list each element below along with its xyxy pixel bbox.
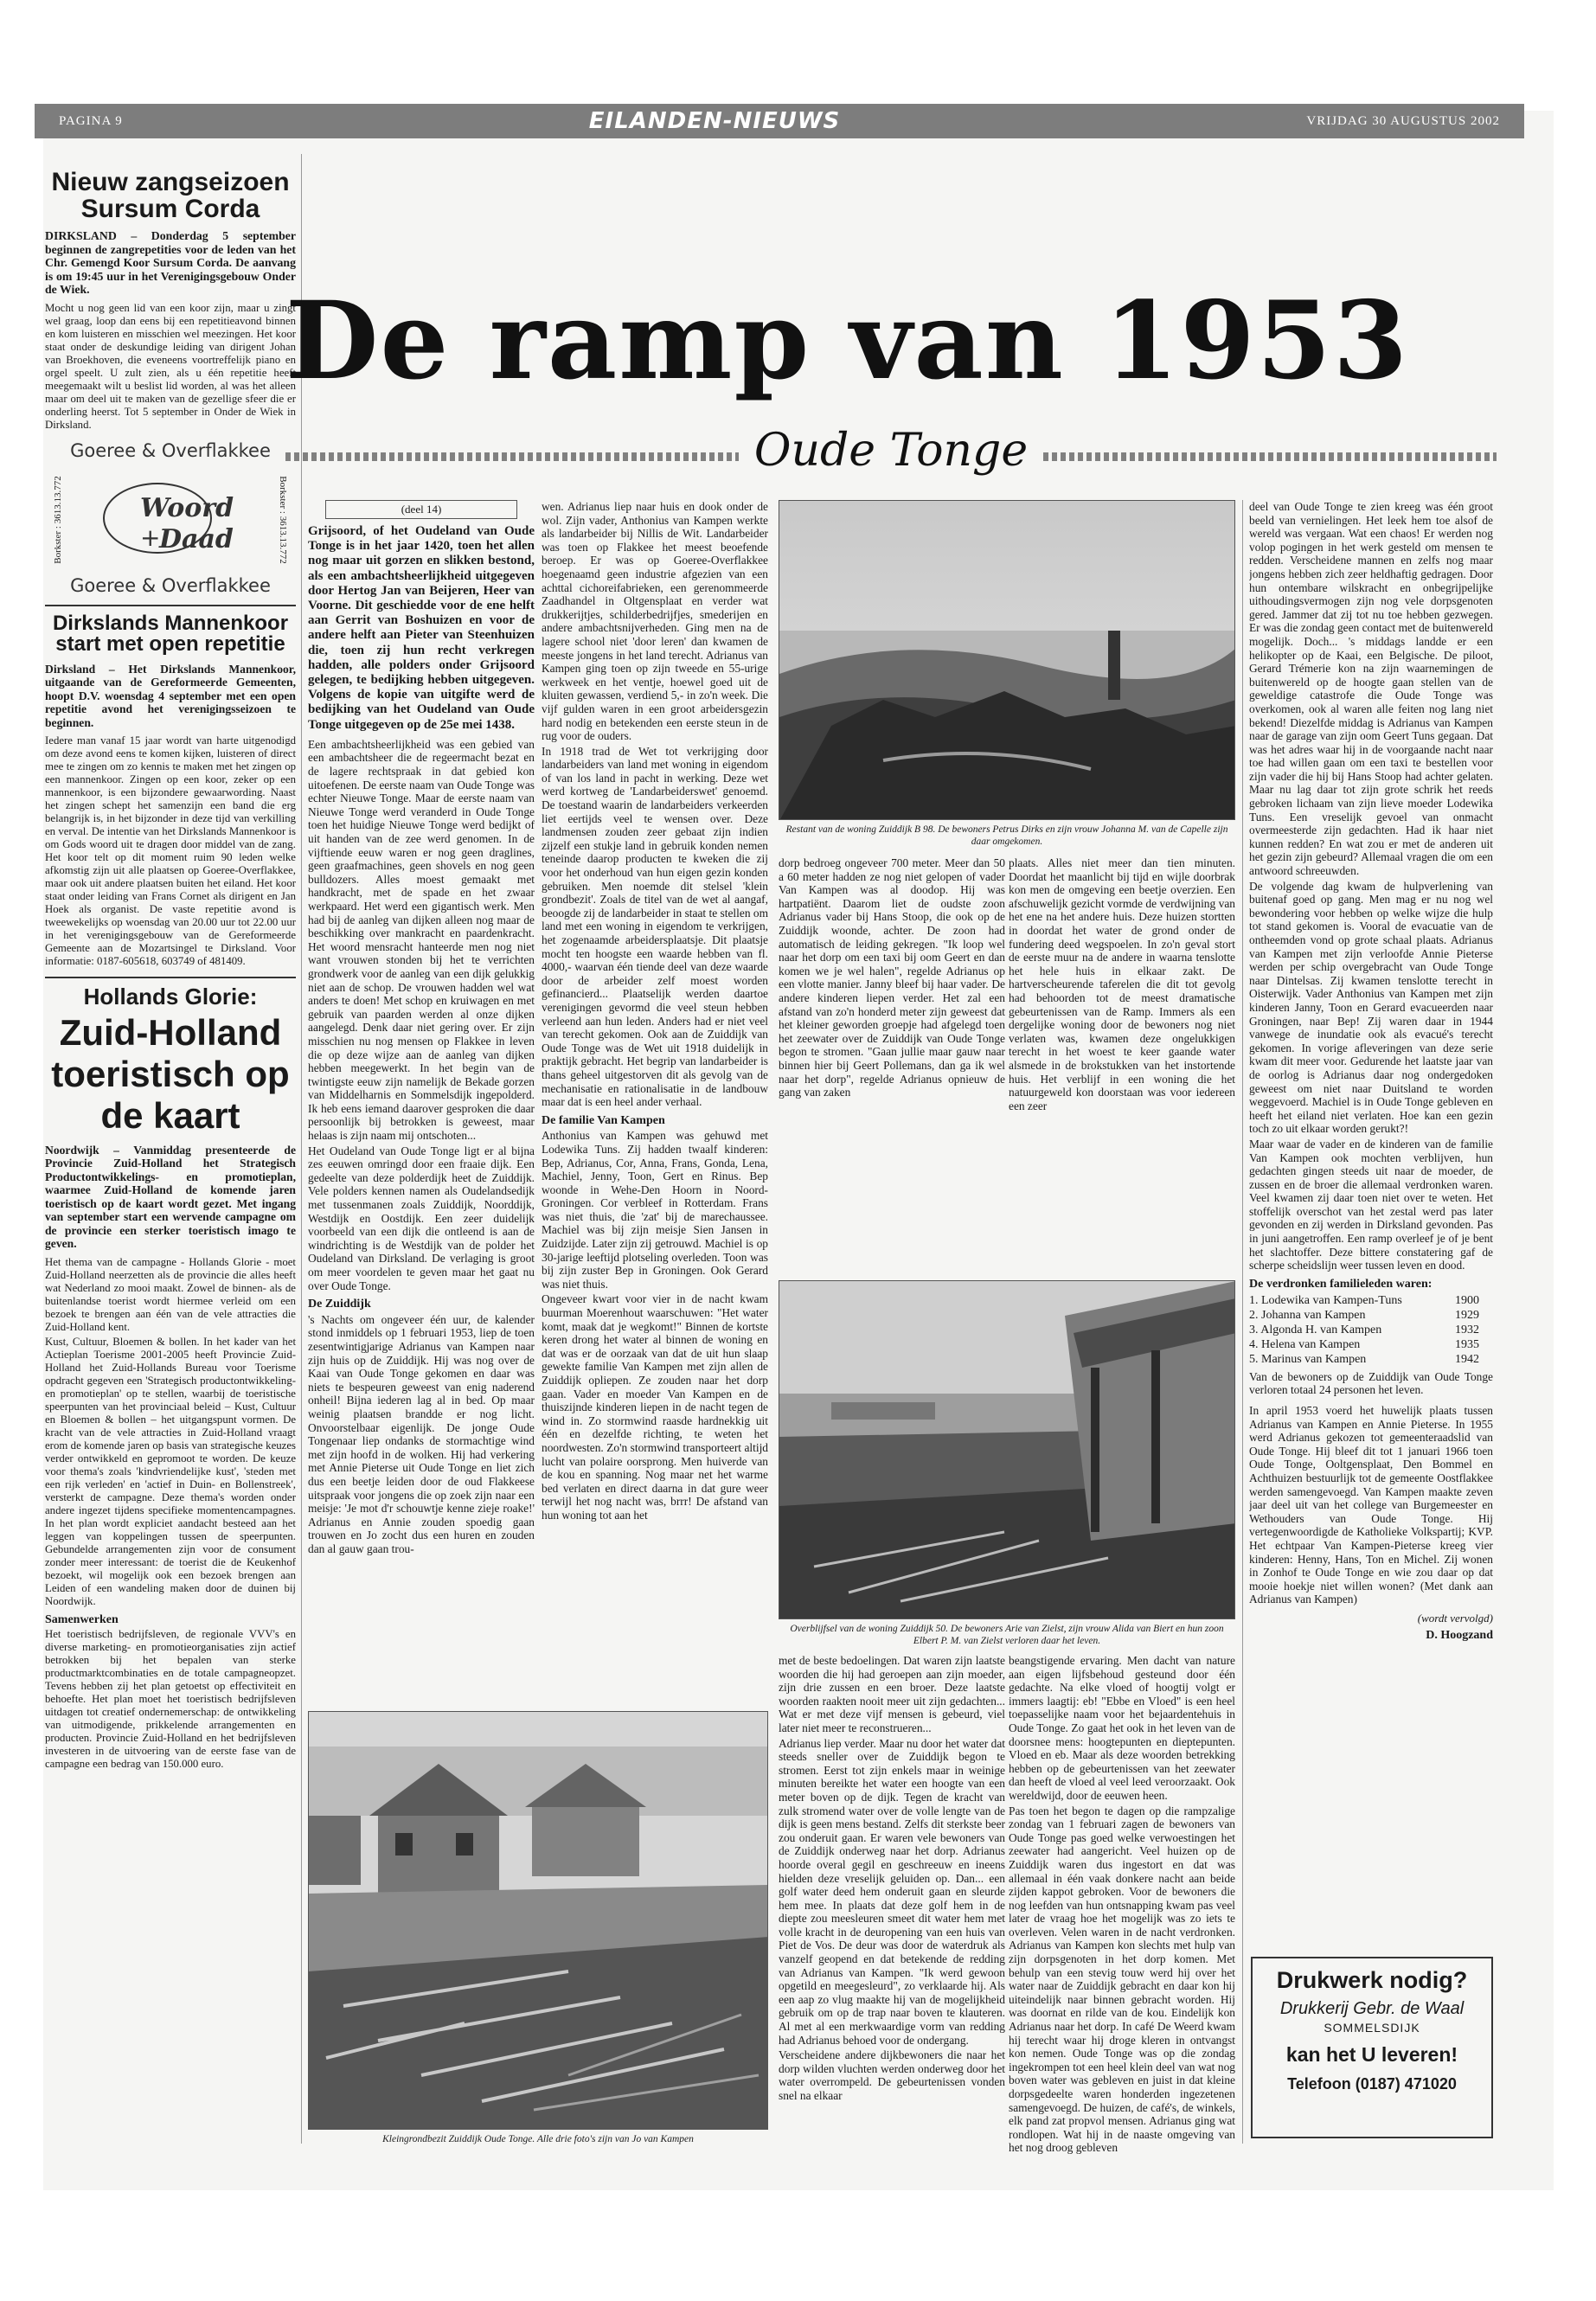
- feature-body: [308, 738, 535, 1556]
- article-lead: Dirksland – Het Dirkslands Mannenkoor, uitgaande van de Gereformeerde Gemeenten, hoopt D.V. woensdag 4 september met een open repetitie avond het verenigingsseizoen te beginnen.: [45, 662, 296, 729]
- feature-title: De ramp van 1953: [285, 279, 1410, 404]
- list-item: 5. Marinus van Kampen 1942: [1249, 1352, 1479, 1366]
- ad-phone: Telefoon (0187) 471020: [1287, 2075, 1457, 2093]
- list-item: 2. Johanna van Kampen 1929: [1249, 1308, 1479, 1322]
- article-kicker: Hollands Glorie:: [83, 984, 258, 1010]
- woord-daad-side-right: Borkster : 3613.13.772: [278, 475, 288, 564]
- column-rule: [1242, 500, 1243, 2144]
- part-number: (deel 14): [325, 500, 517, 519]
- subheading: De Zuiddijk: [308, 1298, 371, 1311]
- article-headline: Nieuw zangseizoen Sursum Corda: [51, 168, 290, 223]
- author: D. Hoogzand: [1426, 1628, 1493, 1642]
- paragraph: Van de bewoners op de Zuiddijk van Oude Tonge verloren totaal 24 personen het leven.: [1249, 1369, 1493, 1397]
- paragraph: Het Oudeland van Oude Tonge ligt er al bijna zes eeuwen omringd door een fraaie dijk. Een gedeelte van deze polderdijk heet de Zuiddijk. Vele polders kennen namen als Oudelandsedijk met tussenmanen zoals Zuiddijk, Noorddijk, Westdijk en Oostdijk. Een zeer duidelijk voorbeeld van een dijk die ontleend is aan de windrichting is de Westdijk van de polder het Oudeland van Dirksland. De verlaging is groot om meer voordelen te geven maar het gaat nu over Oude Tonge.: [308, 1144, 535, 1292]
- feature-body: [1009, 856, 1235, 1112]
- paragraph: plaats. Alles niet meer dan tien minuten. Doordat het maanlicht bij tijd en wijle doorbrak kon men de omgeving een beetje overzien. Een afschuwelijk gezicht vormde de verdwijning van het ene na het andere huis. Deze huizen stortten in doordat het water de grond onder de fundering deed wegspoelen. In zo'n geval stort de eerste muur na de andere in waarna tenslotte het hele huis in elkaar zakt. De hartverscheurende taferelen die dit tot gevolg had behoorden tot de meest dramatische gebeurtenissen van de Ramp. Immers als een dergelijke woning door de bewoners nog niet verlaten was, kwamen deze ongelukkigen terecht in het woest te keer gaande water alsmede in de brokstukken van het instortende huis. Het verblijf in een woning die het natuurgeweld kon doorstaan was voor iedereen een zeer: [1009, 856, 1235, 1112]
- feature-column-4-lower: [1009, 1654, 1235, 2156]
- feature-subtitle-row: [285, 424, 1497, 478]
- paragraph: Maar waar de vader en de kinderen van de familie Van Kampen ook mochten verblijven, hun gedachten gingen steeds uit naar de moeder, de zussen en de broer die allemaal verdronken waren. Veel kwamen zij daar toen niet over te weten. Het stoffelijk overschot van het zestal werd pas later gevonden en zij werden in Dirksland gevonden. Pas in juni aangetroffen. Een ramp overleef je of je bent het slachtoffer. Deze bittere constatering gaf de scherpe scheidslijn weer tussen leven en dood.: [1249, 1137, 1493, 1272]
- wave-ornament: [1043, 452, 1497, 461]
- paragraph: beangstigende ervaring. Men dacht van nature aan eigen lijfsbehoud gesteund door één gedachte. Na elke vloed of hoogtij volgt er immers laagtij: eb! "Ebbe en Vloed" is een heel toepasselijke naam voor het bejaardentehuis in Oude Tonge. Zo gaat het ook in het leven van de doorsnee mens: hoogtepunten en dieptepunten. Vloed en eb. Maar als deze woorden betrekking hebben op de gebeurtenissen van het zeewater dan heeft de vloed al veel leed veroorzaakt. Ook wereldwijd, door de eeuwen heen.: [1009, 1654, 1235, 1802]
- woord-daad-side-left: Borkster : 3613.13.772: [53, 475, 63, 564]
- feature-column-4: [1009, 856, 1235, 1272]
- feature-column-5: [1249, 500, 1493, 1945]
- masthead: EILANDEN-NIEUWS: [588, 108, 841, 134]
- feature-column-3: [779, 856, 1005, 1272]
- article-lead: Noordwijk – Vanmiddag presenteerde de Provincie Zuid-Holland het Strategisch Productontwikkelings- en promotieplan, waarmee Zuid-Holland de komende jaren toeristisch op de kaart wordt gezet. Met ingang van september start een wervende campagne om de provincie een sterker toeristisch imago te geven.: [45, 1143, 296, 1251]
- feature-lead: Grijsoord, of het Oudeland van Oude Tonge is in het jaar 1420, toen het allen nog maar uit gorzen en slikken bestond, als een ambachtsheerlijkheid uitgegeven door Hertog Jan van Beijeren, Heer van Voorne. Dit geschiedde voor de ene helft aan Gerrit van Boshuizen en voor de andere helft aan Pieter van Steenhuizen die, toen zij hun recht verkregen hadden, alle polders onder Grijsoord gelegen, te bedijking hebben uitgegeven. Volgens de kopie van uitgifte werd de bedijking van het Oudeland van Oude Tonge uitgegeven op de 25e mei 1438.: [308, 524, 535, 732]
- paragraph: Adrianus liep verder. Maar nu door het water dat steeds sneller over de Zuiddijk begon te stromen. Eerst tot zijn enkels maar in weinige minuten bereikte het water een hoogte van een meter boven op de dijk. Tegen de kracht van zulk stromend water over de volle lengte van de dijk is geen mens bestand. Zelfs dit sterkste beer zou onderuit gaan. Er waren vele bewoners van de Zuiddijk onderweg naar het dorp. Adrianus hoorde overal gegil en geschreeuw en ineens hielden deze vreselijk geluiden op. Dan... een golf water deed hem onderuit gaan en sleurde hem mee. In plaats dat deze golf hem in de diepte zou meesleuren smeet dit water hem met volle kracht in de deuropening van een huis van Piet de Vos. De deur was door de waterdruk als vanzelf geopend en dat betekende de redding van Adrianus van Kampen. "Ik werd gewoon opgetild en meegesleurd", zo verklaarde hij. Als een aap zo vlug maakte hij van de mogelijkheid gebruik om op de trap naar boven te klauteren. Al met al een merkwaardige vorm van redding had Adrianus behoed voor de ondergang.: [779, 1736, 1005, 2047]
- photo-caption: Restant van de woning Zuiddijk B 98. De bewoners Petrus Dirks en zijn vrouw Johanna M. van de Capelle zijn daar omgekomen.: [785, 824, 1228, 847]
- woord-daad-logo: [97, 477, 244, 560]
- paragraph: Het toeristisch bedrijfsleven, de regionale VVV's en diverse marketing- en promotieorganisaties zijn actief betrokken bij het bepalen van sterke productmarktcombinaties en de totale campagneopzet. Tevens hebben zij het plan getoetst op effectiviteit en behoefte. Het plan moet het toeristisch bedrijfsleven uitdagen tot creatief ondernemerschap: de ontwikkeling van uitmodigende, prikkelende arrangementen en producten. Provincie Zuid-Holland en het bedrijfsleven investeren in de uitvoering van de eerste fase van de campagne een bedrag van 150.000 euro.: [45, 1627, 296, 1770]
- feature-column-2: [542, 500, 768, 1702]
- article-body: [45, 1256, 296, 1771]
- woord-daad-ad: [45, 440, 296, 601]
- photo-dike-remains: [779, 500, 1235, 820]
- list-item: 3. Algonda H. van Kampen 1932: [1249, 1323, 1479, 1336]
- paragraph: Kust, Cultuur, Bloemen & bollen. In het kader van het Actieplan Toerisme 2001-2005 heeft Provincie Zuid-Holland het Zuid-Hollands Bureau voor Toerisme opdracht gegeven een 'Strategisch productontwikkeling- en promotieplan' op te stellen, waarbij de toeristische speerpunten van het provinciaal beleid – Kust, Cultuur en Bloemen & bollen – het uitgangspunt vormen. De kracht van de vele attracties in Zuid-Holland vraagt erom de komende jaren op basis van strategische keuzes verder ontwikkeld en gepromoot te worden. De keuze voor thema's zoals 'kindvriendelijke kust', 'steden met een rijk verleden' en 'actief in Duin- en Bollenstreek', versterkt de campagne. Deze thema's worden onder andere ingezet tijdens specifieke momentencampagnes. In het plan wordt expliciet aandacht besteed aan het leggen van koppelingen tussen de speerpunten. Gebundelde arrangementen zijn voor de consument zonder meer interessant: de toerist die de Keukenhof bezoekt, wil mogelijk ook een bezoek brengen aan Leiden of een wandeling maken door de duinen bij Noordwijk.: [45, 1335, 296, 1607]
- ad-headline: Drukwerk nodig?: [1276, 1967, 1468, 1993]
- ad-place: SOMMELSDIJK: [1324, 2021, 1420, 2035]
- paragraph: Pas toen het begon te dagen op die rampzalige zondag van 1 februari zagen de bewoners van Oude Tonge pas goed welke verwoestingen het zeewater had aangericht. Veel huizen op de Zuiddijk waren dus ingestort en dat was allemaal in één vaak donkere nacht aan beide zijden kappot gebroken. Voor de bewoners die nog leefden van hun ontsnapping kwam pas veel later de vraag hoe het mogelijk was zo iets te overleven. Velen waren in de nacht verdronken. Adrianus van Kampen kon slechts met hulp van zijn dorpsgenoten in het dorp komen. Met behulp van een stevig touw werd hij over het water naar de Zuiddijk gebracht en daar kon hij uiteindelijk naar binnen gebracht worden. Hij was doornat en rilde van de kou. Eindelijk kon Adrianus naar het dorp. In café De Weerd kwam hij terecht waar hij droge kleren in ontvangst kon nemen. Oude Tonge was op die zondag ingekrompen tot een heel klein deel van wat nog boven water was gebleven en juist in dat kleine dorpsgedeelte waren honderden ingezetenen samengevoegd. De huizen, de café's, de winkels, elk pand zat propvol mensen. Adrianus ging wat rondlopen. Wat hij in de naaste omgeving van het nog droog gebleven: [1009, 1804, 1235, 2155]
- woord-daad-top-line: Goeree & Overflakkee: [70, 439, 271, 461]
- svg-text:+: +: [140, 522, 161, 552]
- photo-wrecked-house: [779, 1280, 1235, 1619]
- paragraph: Verscheidene andere dijkbewoners die naar het dorp wilden vluchten werden onderweg door het water overrompeld. De gebeurtenissen vonden snel na elkaar: [779, 2048, 1005, 2102]
- paragraph: Anthonius van Kampen was gehuwd met Lodewika Tuns. Zij hadden twaalf kinderen: Bep, Adrianus, Cor, Anna, Frans, Gonda, Lena, Machiel, Jenny, Toon, Gert en Rinus. Bep woonde in Wehe-Den Hoorn in Noord-Groningen. Cor verbleef in Rotterdam. Frans was niet thuis, die 'zat' bij de marechaussee. Machiel was bij zijn meisje Sien Jansen in Zuidzijde. Later zijn zij getrouwd. Machiel is op 30-jarige leeftijd plotseling overleden. Toon was bij zijn zuster Bep in Groningen. Ook Gerard was niet thuis.: [542, 1129, 768, 1291]
- feature-body: [542, 500, 768, 1522]
- article-headline: Zuid-Holland toeristisch op de kaart: [51, 1011, 290, 1136]
- paragraph: In april 1953 voerd het huwelijk plaats tussen Adrianus van Kampen en Annie Pieterse. In 1955 werd Adrianus gekozen tot gemeenteraadslid van Oude Tonge. Hij bleef dit tot 1 januari 1966 toen Oude Tonge, Ooltgensplaat, Den Bommel en Achthuizen bestuurlijk tot de gemeente Oostflakkee werden samengevoegd. Van Kampen maakte zeven jaar deel uit van het college van Burgemeester en Wethouders van Oude Tonge. Hij vertegenwoordigde de Katholieke Volkspartij; KVP. Het echtpaar Van Kampen-Pieterse kreeg vier kinderen: Henny, Hans, Ton en Michel. Zij wonen in Zonhof te Oude Tonge en wie zou daar op dat mooie hoekje niet willen wonen? (Met dank aan Adrianus van Kampen): [1249, 1404, 1493, 1606]
- article-body: Mocht u nog geen lid van een koor zijn, maar u zingt wel graag, loop dan eens bij een repetitieavond binnen en kom luisteren en misschien wel meezingen. Het koor staat onder de deskundige leiding van dirigent Johan van Broekhoven, die eveneens voortreffelijk piano en orgel speelt. U zult zien, als u één repetitie heeft meegemaakt wilt u beslist lid worden, al was het alleen maar om deel uit te maken van de gezellige sfeer die er onderling heerst. Tot 5 september in Onder de Wiek in Dirksland.: [45, 301, 296, 431]
- victims-list: [1249, 1293, 1493, 1367]
- feature-subtitle: Oude Tonge: [753, 425, 1029, 477]
- issue-date: VRIJDAG 30 AUGUSTUS 2002: [1306, 113, 1500, 128]
- feature-body: [1249, 1370, 1493, 1606]
- article-body: Iedere man vanaf 15 jaar wordt van harte uitgenodigd om deze avond eens te komen kijken, luisteren of direct mee te zingen om zo kennis te maken met het zingen op een mannenkoor. Zingen op een koor, zeker op een mannenkoor, is een bijzondere gewaarwording. Naast het zingen schept het samenzijn een band die erg belangrijk is, in het bijzonder in deze tijd van verkilling en verval. De intentie van het Dirkslands Mannenkoor is om Gods woord uit te dragen door middel van de zang. Het koor telt op dit moment ruim 90 leden welke afkomstig zijn uit alle plaatsen op Goeree-Overflakkee, maar ook uit andere plaatsen buiten het eiland. Het koor staat onder leiding van Frans Cornet als dirigent en Jan Hoek als organist. De vaste repetitie avond is tweewekelijks op woensdag van 20.00 uur tot 22.00 uur in het verenigingsgebouw van de Gereformeerde Gemeente aan de Mozartsingel te Dirksland. Voor informatie: 0187-605618, 603749 of 481409.: [45, 734, 296, 968]
- photo-caption: Overblijfsel van de woning Zuiddijk 50. De bewoners Arie van Zielst, zijn vrouw Alida van Biert en hun zoon Elbert P. M. van Zielst verloren daar het leven.: [790, 1624, 1224, 1646]
- feature-body: [1249, 500, 1493, 1272]
- article-lead: DIRKSLAND – Donderdag 5 september beginnen de zangrepetities voor de leden van het Chr. Gemengd Koor Sursum Corda. De aanvang is om 19:45 uur in het Verenigingsgebouw Onder de Wiek.: [45, 229, 296, 297]
- article-headline: Dirkslands Mannenkoor start met open repetitie: [52, 611, 289, 657]
- victims-heading: De verdronken familieleden waren:: [1249, 1277, 1433, 1291]
- logo-word-2: Daad: [159, 523, 234, 554]
- logo-word-1: Woord: [140, 492, 234, 523]
- subheading: Samenwerken: [45, 1612, 119, 1626]
- wave-ornament: [285, 452, 739, 461]
- paragraph: dorp bedroeg ongeveer 700 meter. Meer dan 50 a 60 meter hadden ze nog niet gelopen of vader Van Kampen was al doodop. Hij was hartpatiënt. Daarom liet de oudste zoon Adrianus vader bij Hans Stoop, die ook op de Zuiddijk woonde, achter. De zoon had automatisch de leiding gekregen. "Ik loop wel naar het dorp om een taxi bij oom Geert en dan komen we je wel halen", regelde Adrianus op een vlotte manier. Janny bleef bij haar vader. De andere kinderen liepen verder. Het zal een afstand van zo'n honderd meter zijn geweest dat het kleiner geworden groepje had afgelegd toen het zeewater over de Zuiddijk van Oude Tonge begon te stromen. "Gaan jullie maar gauw naar binnen hier bij Geert Pollemans, dan ga ik wel naar het dorp", regelde Adrianus opnieuw de gang van zaken: [779, 856, 1005, 1099]
- list-item: 4. Helena van Kampen 1935: [1249, 1337, 1479, 1351]
- feature-body: [779, 1654, 1005, 2103]
- paragraph: Het thema van de campagne - Hollands Glorie - moet Zuid-Holland neerzetten als de provincie die alles heeft wat Nederland zo mooi maakt. Zowel de binnen- als de buitenlandse toerist wordt hiermee verleid om een bezoek te brengen aan één van de vele attracties die Zuid-Holland kent.: [45, 1255, 296, 1333]
- photo-kleingrondbezit: [308, 1711, 768, 2130]
- paragraph: met de beste bedoelingen. Dat waren zijn laatste woorden die hij had geroepen aan zijn moeder, zijn drie zussen en een broer. Deze laatste woorden raakten nooit meer uit zijn gedachten... Wat er met deze vijf mensen is gebeurd, viel later niet meer te reconstrueren...: [779, 1654, 1005, 1734]
- paragraph: De volgende dag kwam de hulpverlening van buitenaf goed op gang. Men mag er nu nog wel bewondering voor hebben op welke wijze die hulp tot stand gekomen is. Vooral de evacuatie van de ontheemden vond op grote schaal plaats. Adrianus van Kampen met zijn verloofde Annie Pieterse werden per schip overgebracht van Oude Tonge naar Dintelsas. Zij kwamen tenslotte terecht in Oisterwijk. Vader Anthonius van Kampen met zijn kinderen Janny, Toon en Gerard evacueerden naar Groningen, naar Bep! Zij waren daar in 1944 vanwege de inundatie ook als evacué's terecht gekomen. In vorige afleveringen van deze serie kwam dit meer voor. Gedurende het laatste jaar van de oorlog is Adrianus daar nog ondergedoken geweest om niet naar Duitsland te worden weggevoerd. Machiel is in Oude Tonge gebleven en heeft het eiland niet verlaten. Hoe kan een gezin toch zo uit elkaar worden gerukt?!: [1249, 879, 1493, 1136]
- paragraph: wen. Adrianus liep naar huis en dook onder de wol. Zijn vader, Anthonius van Kampen werkte als landarbeider bij Nillis de Wit. Landarbeider was toen op Flakkee het meest beoefende beroep. Er was op Goeree-Overflakkee hoegenaamd geen industrie afgezien van een achttal cichoreifabrieken, een gerenommeerde Zaadhandel in Oltgensplaat en verder wat drukkerijtjes, schilderbedrijfjes, smederijen en andere ambachtsnijverheden. Ging men na de lagere school niet 'door leren' dan kwamen de meeste jongens in het land terecht. Adrianus van Kampen ging toen op zijn tweede en 55-urige werkweek en het ventje, hoewel goed uit de kluiten gewassen, verdiend 5,- in zo'n week. Die vijf gulden waren in een groot arbeidersgezin hard nodig en betekenden een eerste steun in de rug voor de ouders.: [542, 500, 768, 743]
- feature-column-3-lower: [779, 1654, 1005, 2156]
- list-item: 1. Lodewika van Kampen-Tuns 1900: [1249, 1293, 1479, 1307]
- photo-caption: Kleingrondbezit Zuiddijk Oude Tonge. Alle drie foto's zijn van Jo van Kampen: [382, 2134, 694, 2144]
- page-header: [35, 104, 1524, 138]
- ad-company: Drukkerij Gebr. de Waal: [1279, 1999, 1465, 2018]
- feature-body: [779, 856, 1005, 1099]
- drukkerij-ad: [1251, 1957, 1493, 2138]
- paragraph: In 1918 trad de Wet tot verkrijging door landarbeiders van land met woning in eigendom of van los land in pacht in werking. Deze wet werd kortweg de 'Landarbeiderswet' genoemd. De toestand waarin de landarbeiders verkeerden liet eertijds veel te wensen over. Deze landmensen zouden zeer gebaat zijn indien zijzelf een stukje land in gebruik konden nemen teneinde daarop producten te kweken die zij voor het onderhoud van hun eigen gezin konden gebruiken. Men noemde dit stelsel 'klein grondbezit'. Zoals de titel van de wet al aangaf, beoogde zij de landarbeider in staat te stellen om land met een woning in eigendom te verkrijgen, het zogenaamde arbeidersplaatsje. Dit plaatsje mocht ten hoogste een waarde hebben van fl. 4000,- waarvan één tiende deel van deze waarde door de arbeider zelf moest worden gefinancierd... Plaatselijk werden daartoe verenigingen gevormd die veel steun hebben verleend aan hun leden. Anders had er niet veel van terecht gekomen. Ook aan de Zuiddijk van Oude Tonge was de Wet uit 1918 duidelijk in praktijk gebracht. Het begrip van landarbeider is thans geheel uitgestorven dit als gevolg van de mechanisatie en rationalisatie in de landbouw maar dat is een heel ander verhaal.: [542, 744, 768, 1109]
- paragraph: Een ambachtsheerlijkheid was een gebied van een ambachtsheer die de regeermacht bezat en de lagere rechtspraak in dat gebied kon uitoefenen. De eerste naam van Oude Tonge was echter Nieuwe Tonge. Maar de eerste naam van Nieuwe Tonge werd veranderd in Oude Tonge toen het huidige Nieuwe Tonge werd bedijkt of uit handen van de zee werd genomen. In de vijftiende eeuw waren er nog geen draglines, geen graafmachines, geen shovels en nog geen bulldozers. Alles moest gemaakt met handkracht, met de spade en het zwaar werkpaard. Het werd een gigantisch werk. Men had bij de aanleg van dijken alleen nog maar de beschikking over mankracht en paardenkracht. Het woord mensracht hanteerde men nog niet want vrouwen stonden bij het te verrichten grondwerk voor de aanleg van een dijk gelukkig niet aan de schop. De vrouwen hadden wel wat anders te doen! Met schop en kruiwagen en met gebruik van paarden werden al onze dijken aangelegd. Denk daar niet gering over. Er zijn misschien nu nog mensen op Flakkee in leven die op deze wijze aan de aanleg van dijken hebben meegewerkt. In het begin van de twintigste eeuw zijn namelijk de Bekade gorzen van Middelharnis en Sommelsdijk ingepolderd. Ik heb eens iemand daarover gesproken die daar persoonlijk bij betrokken is geweest, maar helaas is zijn naam mij ontschoten...: [308, 737, 535, 1143]
- subheading: De familie Van Kampen: [542, 1113, 665, 1127]
- paragraph: 's Nachts om ongeveer één uur, de kalender stond inmiddels op 1 februari 1953, liep de toen zesentwintigjarige Adrianus van Kampen naar zijn huis op de Zuiddijk. Hij was nog over de Kaai van Oude Tonge gekomen en daar was niets te bespeuren geweest van enig naderend onheil! Bijna iederen lag al in bed. Op maar weinig plaatsen brandde er nog licht. Onvoorstelbaar eigenlijk. De jonge Oude Tongenaar liep ondanks de stormachtige wind met zijn hoofd in de wolken. Hij had verkering met Annie Pieterse uit Oude Tonge en liet zich dus een beetje leiden door de oud Flakkeese uitspraak voor jongens die op zoek zijn naar een meisje: 'Je mot d'r schouwtje kenne zieje roake!' Adrianus en Annie zouden spoedig gaan trouwen en Jo zocht dus een huren en zouden dan al gauw gaan trou-: [308, 1312, 535, 1555]
- divider: [45, 977, 296, 978]
- paragraph: deel van Oude Tonge te zien kreeg was één groot beeld van vernielingen. Het leek hem toe alsof de wereld was vergaan. Wat een chaos! Er werden nog volop pogingen in het werk gesteld om mensen te redden. Verscheidene mannen en zelfs nog maar jongens hebben zich zeer heldhaftig gedragen. Door hun ontembare wilskracht en onbegrijpelijke uithoudingsvermogen zijn nog vele dorpsgenoten gered. Jammer dat zij tot nu toe hebben gezwegen. Er was die zondag geen contact met de buitenwereld mogelijk. Doch... 's middags landde er een helikopter op de Kaai, een Belgische. De piloot, Gerard Trémerie kon na zijn waarnemingen de buitenwereld op de hoogte gaan stellen van de geweldige catastrofe die Oude Tonge was overkomen, ook al waren alle feiten nog lang niet bekend! Diezelfde middag is Adrianus van Kampen naar de garage van zijn oom Geert Tuns gegaan. Dat was het adres waar hij in de voorgaande nacht naar toe had willen gaan om een taxi te bestellen voor zijn vader die hij bij Hans Stoop had achter gelaten. Maar nu lag daar tot zijn grote schrik het reeds gebroken lichaam van zijn lieve moeder Lodewika Tuns. Een vreselijk gevoel van onmacht overmeesterde zijn gedachten. Had ik haar niet kunnen redden? En wat zou er met de anderen uit het gezin zijn gebeurd? Allemaal vragen die om een antwoord schreeuwden.: [1249, 500, 1493, 878]
- ad-tagline: kan het U leveren!: [1285, 2043, 1458, 2066]
- woord-daad-bottom-line: Goeree & Overflakkee: [70, 574, 271, 596]
- paragraph: Ongeveer kwart voor vier in de nacht kwam buurman Moerenhout waarschuwen: "Het water komt, maak dat je wegkomt!" Binnen de kortste keren drong het water al binnen de woning en dat was er de oorzaak van dat de uit hun slaap gewekte familie Van Kampen met zijn allen de Zuiddijk opliepen. Ze zouden naar het dorp gaan. Vader en moeder Van Kampen en de thuiszijnde kinderen liepen in de nacht tegen de wind in. Zo stormwind raasde hardnekkig uit één en dezelfde richting, te weten het noordwesten. Zo'n stormwind transporteert altijd lucht van polaire oorsprong. Men huiverde van de kou en spanning. Nog maar net het warme bed verlaten en direct daarna in dat gure weer terwijl het nog nacht was, brrr! De afstand van hun woning tot aan het: [542, 1292, 768, 1522]
- left-column: [45, 154, 296, 2144]
- divider: [45, 605, 296, 606]
- continued-note: (wordt vervolgd): [1417, 1611, 1493, 1625]
- feature-body: [1009, 1654, 1235, 2155]
- page-number: PAGINA 9: [59, 113, 123, 128]
